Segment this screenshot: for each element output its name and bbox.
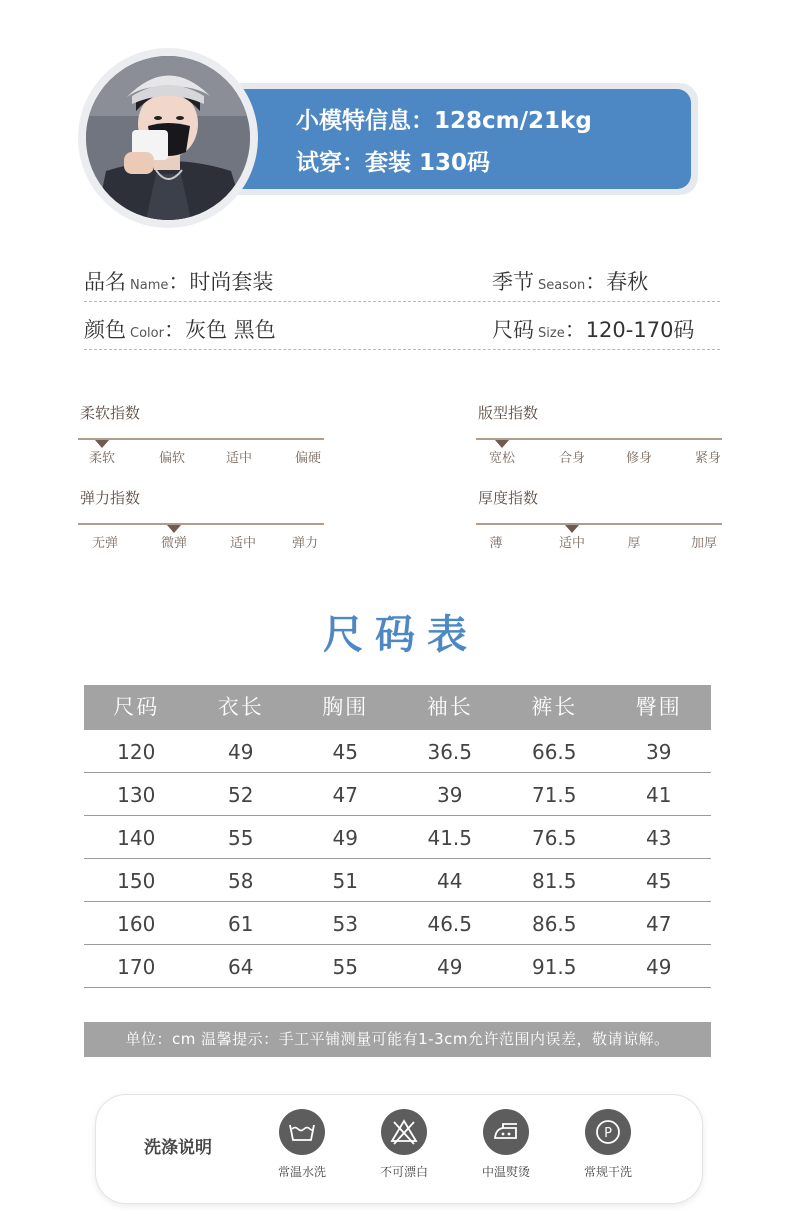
colon: ： xyxy=(564,318,586,342)
product-name-en-label: Name xyxy=(130,278,169,293)
care-instructions-title: 洗涤说明 xyxy=(144,1138,212,1158)
care-item-no-bleach xyxy=(364,1109,444,1189)
index-scale-option: 无弹 xyxy=(91,536,119,551)
table-cell: 160 xyxy=(117,912,156,936)
index-scale-line xyxy=(476,523,722,525)
table-cell: 130 xyxy=(117,783,156,807)
index-scale-title: 柔软指数 xyxy=(80,404,141,422)
no-bleach-icon xyxy=(381,1109,427,1155)
product-name-value: 时尚套装 xyxy=(189,270,274,294)
index-scale-option: 适中 xyxy=(225,451,253,466)
table-cell: 91.5 xyxy=(531,955,577,979)
info-row-name-season xyxy=(84,262,720,302)
table-cell: 39 xyxy=(646,740,672,764)
size-chart-header-cell: 胸围 xyxy=(322,695,369,719)
table-row xyxy=(84,773,711,816)
table-cell: 71.5 xyxy=(531,783,577,807)
table-cell: 44 xyxy=(437,869,463,893)
table-cell: 45 xyxy=(646,869,672,893)
index-scale-marker-icon xyxy=(95,440,109,448)
index-scale xyxy=(476,487,726,557)
table-cell: 49 xyxy=(228,740,254,764)
index-scale-line xyxy=(476,438,722,440)
index-scale-title: 弹力指数 xyxy=(80,489,141,507)
index-scale-option: 偏硬 xyxy=(294,451,322,466)
size-range-field xyxy=(492,314,694,344)
model-photo xyxy=(86,56,250,220)
table-cell: 76.5 xyxy=(531,826,577,850)
measurement-note: 单位：cm 温馨提示：手工平铺测量可能有1-3cm允许范围内误差，敬请谅解。 xyxy=(84,1022,711,1057)
size-chart-table xyxy=(84,685,711,988)
table-cell: 86.5 xyxy=(531,912,577,936)
colon: ： xyxy=(585,270,607,294)
size-en-label: Size xyxy=(538,326,565,341)
iron-icon xyxy=(483,1109,529,1155)
table-cell: 140 xyxy=(117,826,156,850)
table-cell: 120 xyxy=(117,740,156,764)
care-item-dry-clean xyxy=(568,1109,648,1189)
product-name-label: 品名 xyxy=(84,270,126,294)
care-label-no-bleach: 不可漂白 xyxy=(379,1165,428,1179)
index-scale-line xyxy=(78,438,324,440)
table-cell: 61 xyxy=(228,912,254,936)
table-row xyxy=(84,902,711,945)
care-item-iron xyxy=(466,1109,546,1189)
index-scale-option: 宽松 xyxy=(488,451,516,466)
color-field xyxy=(84,314,276,344)
table-cell: 58 xyxy=(228,869,254,893)
product-name-field xyxy=(84,266,273,296)
model-measurements-text: 小模特信息：128cm/21kg xyxy=(296,108,592,134)
table-cell: 41.5 xyxy=(427,826,473,850)
table-cell: 43 xyxy=(646,826,672,850)
index-scale-line xyxy=(78,523,324,525)
care-label-iron: 中温熨烫 xyxy=(481,1165,530,1179)
model-trial-size-text: 试穿：套装 130码 xyxy=(296,150,491,176)
table-row xyxy=(84,945,711,988)
index-scale-option: 柔软 xyxy=(88,451,116,466)
info-row-color-size xyxy=(84,310,720,350)
care-label-wash: 常温水洗 xyxy=(277,1165,326,1179)
care-instructions-panel xyxy=(96,1095,702,1203)
table-cell: 53 xyxy=(332,912,358,936)
table-cell: 36.5 xyxy=(427,740,473,764)
index-scale-marker-icon xyxy=(167,525,181,533)
color-en-label: Color xyxy=(130,326,164,341)
size-chart-header-cell: 袖长 xyxy=(426,695,473,719)
table-cell: 47 xyxy=(332,783,358,807)
season-label: 季节 xyxy=(492,270,534,294)
table-cell: 47 xyxy=(646,912,672,936)
colon: ： xyxy=(163,318,185,342)
season-field xyxy=(492,266,648,296)
index-scale-option: 偏软 xyxy=(158,451,186,466)
table-cell: 49 xyxy=(646,955,672,979)
index-scale-option: 合身 xyxy=(558,451,586,466)
table-cell: 51 xyxy=(332,869,358,893)
svg-text:P: P xyxy=(604,1126,612,1141)
color-value: 灰色 黑色 xyxy=(184,318,276,342)
index-scale xyxy=(476,402,726,472)
index-scale-title: 版型指数 xyxy=(478,404,539,422)
index-scale-option: 薄 xyxy=(489,536,503,551)
table-cell: 39 xyxy=(437,783,463,807)
size-chart-header-row xyxy=(84,685,711,730)
size-label: 尺码 xyxy=(492,318,534,342)
table-cell: 150 xyxy=(117,869,156,893)
season-en-label: Season xyxy=(538,278,586,293)
index-scale xyxy=(78,402,328,472)
table-row xyxy=(84,816,711,859)
size-chart-header-cell: 臀围 xyxy=(635,695,682,719)
table-row xyxy=(84,859,711,902)
dry-clean-icon xyxy=(585,1109,631,1155)
size-range-value: 120-170码 xyxy=(585,318,695,342)
table-cell: 41 xyxy=(646,783,672,807)
color-label: 颜色 xyxy=(84,318,126,342)
size-chart-body xyxy=(84,730,711,988)
index-scale-option: 加厚 xyxy=(690,536,718,551)
table-cell: 49 xyxy=(437,955,463,979)
size-chart-title: 尺码表 xyxy=(323,612,479,658)
colon: ： xyxy=(168,270,190,294)
index-scale-option: 弹力 xyxy=(291,536,319,551)
table-cell: 52 xyxy=(228,783,254,807)
index-scale-option: 紧身 xyxy=(694,451,722,466)
table-cell: 46.5 xyxy=(427,912,473,936)
season-value: 春秋 xyxy=(606,270,649,294)
size-chart-header-cell: 裤长 xyxy=(531,695,578,719)
wash-tub-icon xyxy=(279,1109,325,1155)
index-scale-option: 厚 xyxy=(627,536,641,551)
index-scale-option: 修身 xyxy=(625,451,653,466)
index-scale-title: 厚度指数 xyxy=(478,489,539,507)
index-scale-marker-icon xyxy=(495,440,509,448)
table-cell: 170 xyxy=(117,955,156,979)
table-cell: 66.5 xyxy=(531,740,577,764)
index-scale-marker-icon xyxy=(565,525,579,533)
care-item-wash xyxy=(262,1109,342,1189)
index-scale-option: 适中 xyxy=(229,536,257,551)
table-cell: 55 xyxy=(332,955,358,979)
size-chart-header-cell: 衣长 xyxy=(217,695,264,719)
care-label-dry-clean: 常规干洗 xyxy=(583,1165,632,1179)
table-cell: 64 xyxy=(228,955,254,979)
table-cell: 55 xyxy=(228,826,254,850)
table-cell: 49 xyxy=(332,826,358,850)
table-row xyxy=(84,730,711,773)
size-chart-header-cell: 尺码 xyxy=(113,695,160,719)
index-scale-option: 微弹 xyxy=(160,536,188,551)
table-cell: 45 xyxy=(332,740,358,764)
index-scale-option: 适中 xyxy=(558,536,586,551)
table-cell: 81.5 xyxy=(531,869,577,893)
index-scale xyxy=(78,487,328,557)
